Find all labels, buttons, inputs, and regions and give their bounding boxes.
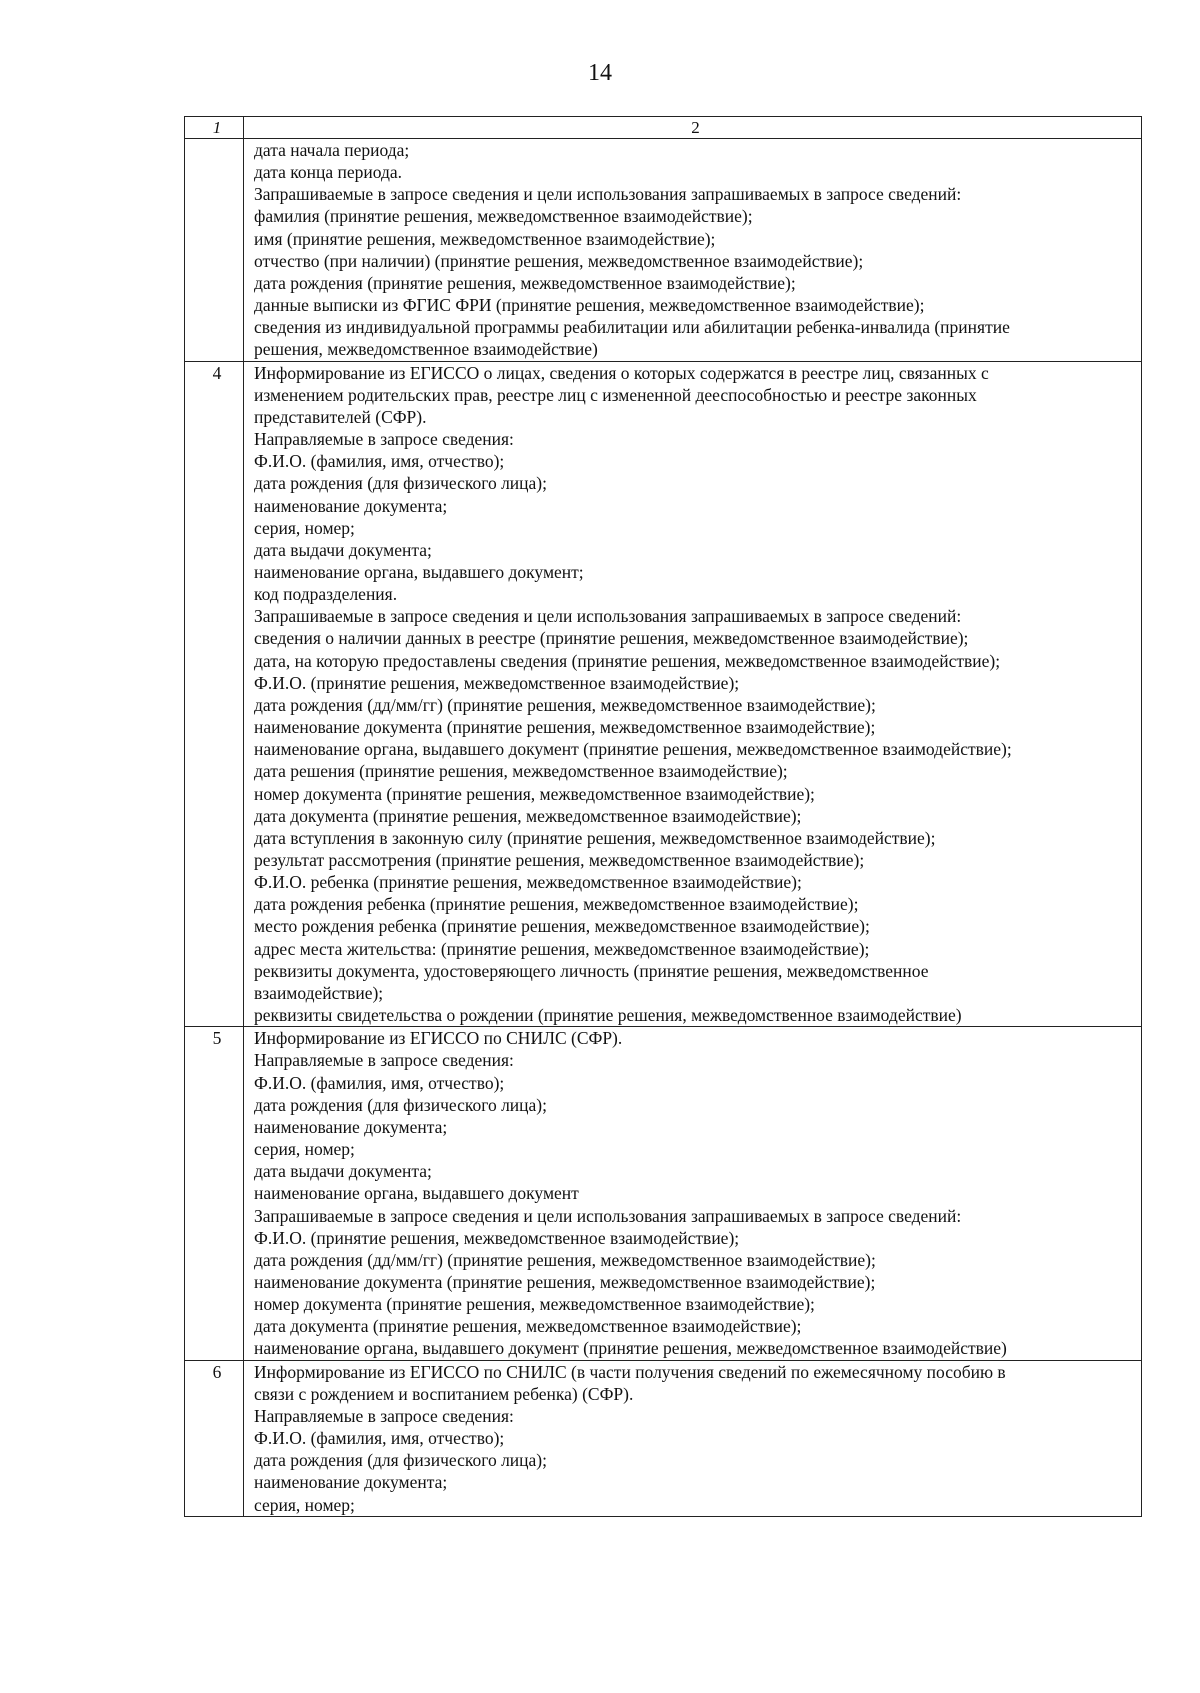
text-line: имя (принятие решения, межведомственное взаимодействие); [254, 228, 716, 249]
text-line: серия, номер; [254, 1494, 355, 1515]
text-line: дата рождения (для физического лица); [254, 473, 547, 494]
text-line: наименование документа; [254, 495, 448, 516]
text-line: Информирование из ЕГИССО о лицах, сведения о которых содержатся в реестре лиц, связанных с [254, 362, 989, 383]
text-line: сведения из индивидуальной программы реабилитации или абилитации ребенка-инвалида (принятие [254, 317, 1010, 338]
text-line: наименование органа, выдавшего документ (принятие решения, межведомственное взаимодействие) [254, 1338, 1007, 1359]
text-line: Направляемые в запросе сведения: [254, 429, 514, 450]
text-line: дата рождения (дд/мм/гг) (принятие решения, межведомственное взаимодействие); [254, 694, 876, 715]
text-line: наименование органа, выдавшего документ; [254, 561, 584, 582]
text-line: номер документа (принятие решения, межведомственное взаимодействие); [254, 1294, 815, 1315]
text-line: фамилия (принятие решения, межведомственное взаимодействие); [254, 206, 753, 227]
text-line: наименование документа; [254, 1472, 448, 1493]
text-line: наименование документа (принятие решения, межведомственное взаимодействие); [254, 1271, 876, 1292]
text-line: Ф.И.О. (принятие решения, межведомственное взаимодействие); [254, 672, 740, 693]
text-line: код подразделения. [254, 584, 398, 605]
text-line: дата документа (принятие решения, межведомственное взаимодействие); [254, 805, 802, 826]
text-line: дата начала периода; [254, 140, 410, 160]
row-content [244, 1027, 1142, 1360]
column-header-1: 1 [185, 117, 244, 139]
row-content [244, 139, 1142, 362]
text-line: Ф.И.О. (принятие решения, межведомственное взаимодействие); [254, 1227, 740, 1248]
row-number: 5 [185, 1027, 244, 1360]
text-line: решения, межведомственное взаимодействие) [254, 339, 598, 360]
text-line: дата выдачи документа; [254, 1161, 432, 1182]
text-line: представителей (СФР). [254, 406, 427, 427]
text-line: Информирование из ЕГИССО по СНИЛС (СФР). [254, 1028, 623, 1049]
text-line: дата рождения (принятие решения, межведомственное взаимодействие); [254, 272, 796, 293]
text-line: Ф.И.О. ребенка (принятие решения, межведомственное взаимодействие); [254, 872, 802, 893]
row-content [244, 361, 1142, 1027]
text-line: наименование документа; [254, 1116, 448, 1137]
text-line: связи с рождением и воспитанием ребенка) (СФР). [254, 1383, 634, 1404]
text-line: реквизиты документа, удостоверяющего личность (принятие решения, межведомственное [254, 960, 929, 981]
document-table [184, 116, 1142, 1517]
text-line: дата рождения (дд/мм/гг) (принятие решения, межведомственное взаимодействие); [254, 1249, 876, 1270]
text-line: наименование документа (принятие решения, межведомственное взаимодействие); [254, 717, 876, 738]
page-number: 14 [588, 60, 612, 86]
row-number: 4 [185, 361, 244, 1027]
table-body [185, 139, 1142, 1517]
text-line: наименование органа, выдавшего документ [254, 1183, 579, 1204]
row-number: 6 [185, 1360, 244, 1516]
text-line: серия, номер; [254, 517, 355, 538]
text-line: дата вступления в законную силу (принятие решения, межведомственное взаимодействие); [254, 827, 936, 848]
text-line: Запрашиваемые в запросе сведения и цели использования запрашиваемых в запросе сведений: [254, 184, 962, 205]
text-line: Информирование из ЕГИССО по СНИЛС (в части получения сведений по ежемесячному пособию в [254, 1361, 1006, 1382]
text-line: место рождения ребенка (принятие решения, межведомственное взаимодействие); [254, 916, 870, 937]
text-line: результат рассмотрения (принятие решения, межведомственное взаимодействие); [254, 850, 865, 870]
text-line: адрес места жительства: (принятие решения, межведомственное взаимодействие); [254, 938, 870, 959]
table-header-row [185, 117, 1142, 139]
text-line: сведения о наличии данных в реестре (принятие решения, межведомственное взаимодействие); [254, 628, 969, 649]
text-line: дата рождения (для физического лица); [254, 1094, 547, 1115]
text-line: серия, номер; [254, 1139, 355, 1160]
text-line: Запрашиваемые в запросе сведения и цели использования запрашиваемых в запросе сведений: [254, 1205, 962, 1226]
text-line: реквизиты свидетельства о рождении (принятие решения, межведомственное взаимодействие) [254, 1005, 962, 1026]
row-number [185, 139, 244, 362]
text-line: отчество (при наличии) (принятие решения, межведомственное взаимодействие); [254, 250, 864, 271]
text-line: Ф.И.О. (фамилия, имя, отчество); [254, 1428, 505, 1449]
text-line: дата выдачи документа; [254, 539, 432, 560]
text-line: дата документа (принятие решения, межведомственное взаимодействие); [254, 1316, 802, 1337]
column-header-2: 2 [244, 117, 1142, 139]
text-line: дата, на которую предоставлены сведения (принятие решения, межведомственное взаимодействие); [254, 650, 1001, 671]
text-line: данные выписки из ФГИС ФРИ (принятие решения, межведомственное взаимодействие); [254, 295, 925, 316]
text-line: взаимодействие); [254, 982, 384, 1003]
table-row [185, 139, 1142, 362]
text-line: Запрашиваемые в запросе сведения и цели использования запрашиваемых в запросе сведений: [254, 606, 962, 627]
text-line: Направляемые в запросе сведения: [254, 1405, 514, 1426]
text-line: изменением родительских прав, реестре лиц с измененной дееспособностью и реестре законных [254, 384, 977, 405]
text-line: Ф.И.О. (фамилия, имя, отчество); [254, 451, 505, 472]
text-line: Направляемые в запросе сведения: [254, 1050, 514, 1071]
text-line: дата конца периода. [254, 162, 402, 183]
text-line: дата решения (принятие решения, межведомственное взаимодействие); [254, 761, 788, 782]
text-line: Ф.И.О. (фамилия, имя, отчество); [254, 1072, 505, 1093]
table-row [185, 361, 1142, 1027]
table-row [185, 1360, 1142, 1516]
row-content [244, 1360, 1142, 1516]
text-line: наименование органа, выдавшего документ (принятие решения, межведомственное взаимодействие); [254, 739, 1012, 760]
table-row [185, 1027, 1142, 1360]
text-line: дата рождения (для физического лица); [254, 1450, 547, 1471]
text-line: дата рождения ребенка (принятие решения, межведомственное взаимодействие); [254, 894, 859, 915]
text-line: номер документа (принятие решения, межведомственное взаимодействие); [254, 783, 815, 804]
